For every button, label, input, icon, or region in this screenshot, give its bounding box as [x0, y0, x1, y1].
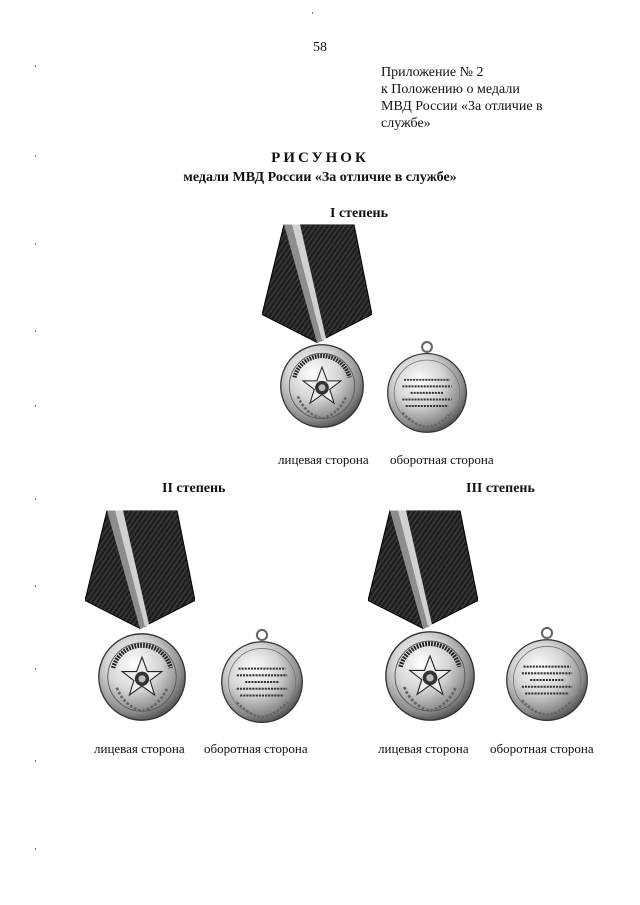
degree-3-front-caption: лицевая сторона [378, 741, 469, 756]
degree-1-front-caption: лицевая сторона [278, 452, 369, 467]
appendix-line: к Положению о медали [381, 82, 520, 97]
degree-2-front-caption: лицевая сторона [94, 741, 185, 756]
degree-2-medal-back [220, 628, 304, 726]
degree-1-ribbon [262, 222, 372, 347]
degree-1-medal-back [386, 340, 468, 436]
degree-3-medal-front [384, 630, 476, 722]
appendix-line: службе» [381, 116, 431, 131]
degree-2-label: II степень [162, 481, 226, 496]
degree-2-back-caption: оборотная сторона [204, 741, 308, 756]
degree-3-back-caption: оборотная сторона [490, 741, 594, 756]
degree-3-label: III степень [466, 481, 535, 496]
degree-2-medal-front [97, 632, 187, 722]
appendix-line: МВД России «За отличие в [381, 99, 543, 114]
figure-subtitle: медали МВД России «За отличие в службе» [183, 170, 457, 185]
degree-2-ribbon [85, 508, 195, 633]
figure-title: РИСУНОК [271, 150, 369, 166]
degree-1-label: I степень [330, 206, 389, 221]
degree-3-medal-back [505, 626, 589, 724]
appendix-line: Приложение № 2 [381, 65, 484, 80]
degree-3-ribbon [368, 508, 478, 633]
degree-1-back-caption: оборотная сторона [390, 452, 494, 467]
page-number: 58 [313, 40, 327, 55]
degree-1-medal-front [279, 343, 365, 429]
appendix-reference [381, 64, 571, 132]
